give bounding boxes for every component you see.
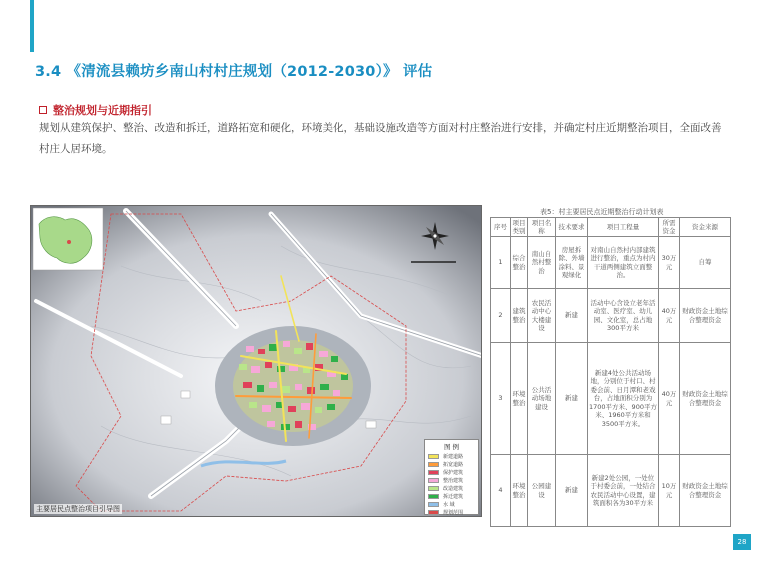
- legend-item: [428, 476, 475, 484]
- legend-swatch: [428, 478, 439, 483]
- table-cell: 2: [491, 289, 511, 343]
- table-row: [491, 343, 731, 455]
- legend-swatch: [428, 454, 439, 459]
- table-cell: 建筑整治: [511, 289, 528, 343]
- table-cell: 1: [491, 237, 511, 289]
- table-cell: 40万元: [659, 343, 680, 455]
- column-header: 序号: [491, 218, 511, 237]
- legend-label: 水 域: [443, 501, 455, 508]
- legend-swatch: [428, 510, 439, 515]
- legend-label: 拓宽道路: [443, 461, 464, 468]
- table-cell: 综合整治: [511, 237, 528, 289]
- legend-title: 图 例: [443, 443, 460, 451]
- legend-swatch: [428, 486, 439, 491]
- table-cell: 南山自然村整治: [528, 237, 556, 289]
- column-header: 所需资金: [659, 218, 680, 237]
- table-row: [491, 289, 731, 343]
- legend-label: 整治建筑: [443, 477, 464, 484]
- legend-item: [428, 484, 475, 492]
- legend-label: 拆迁建筑: [443, 493, 464, 500]
- planning-map: [30, 205, 482, 517]
- table-cell: 环境整治: [511, 455, 528, 527]
- legend-swatch: [428, 502, 439, 507]
- legend-item: [428, 452, 475, 460]
- column-header: 项目名称: [528, 218, 556, 237]
- legend-label: 改造建筑: [443, 485, 464, 492]
- table-cell: 农民活动中心大楼建设: [528, 289, 556, 343]
- legend-swatch: [428, 494, 439, 499]
- table-row: [491, 455, 731, 527]
- legend-item: [428, 468, 475, 476]
- table-header-row: [491, 218, 731, 237]
- map-legend: [424, 439, 479, 515]
- table-cell: 4: [491, 455, 511, 527]
- table-cell: 公园建设: [528, 455, 556, 527]
- page-title: 3.4 《清流县赖坊乡南山村村庄规划（2012-2030）》 评估: [35, 64, 433, 80]
- table-cell: 新建: [556, 289, 588, 343]
- map-caption: 主要居民点整治项目引导图: [36, 505, 120, 513]
- column-header: 技术要求: [556, 218, 588, 237]
- table-cell: 30万元: [659, 237, 680, 289]
- table-cell: 活动中心含设立老年活动室、医疗室、幼儿园、文化室，总占地300平方米: [588, 289, 659, 343]
- table-cell: 3: [491, 343, 511, 455]
- action-plan-table: [490, 217, 731, 527]
- table-cell: 环境整治: [511, 343, 528, 455]
- column-header: 项目工程量: [588, 218, 659, 237]
- map-drawing: [31, 206, 482, 517]
- table-cell: 10万元: [659, 455, 680, 527]
- table-cell: 新建: [556, 455, 588, 527]
- table-cell: 新建2处公园，一处位于村委会前，一处结合农民活动中心设置，建筑面积各为30平方米: [588, 455, 659, 527]
- table-caption: 表5：村主要居民点近期整治行动计划表: [540, 208, 664, 216]
- table-cell: 自筹: [680, 237, 731, 289]
- legend-swatch: [428, 470, 439, 475]
- table-cell: 财政资金土地综合整理资金: [680, 455, 731, 527]
- table-cell: 房屋拆除、外墙涂料、景观绿化: [556, 237, 588, 289]
- table-cell: 新建: [556, 343, 588, 455]
- table-cell: 对南山自然村内部建筑进行整治，重点为村内干道两侧建筑立面整治。: [588, 237, 659, 289]
- village-core: [215, 326, 371, 446]
- table-cell: 新建4处公共活动场地，分别位于村口、村委会前、日月潭和老戏台，占地面积分别为1700平方米、900平方米、1960平方米和3500平方米。: [588, 343, 659, 455]
- table-cell: 财政资金土地综合整理资金: [680, 289, 731, 343]
- legend-label: 新建道路: [443, 453, 464, 460]
- column-header: 项目类别: [512, 218, 526, 235]
- legend-item: [428, 500, 475, 508]
- section-heading: [39, 102, 152, 118]
- legend-label: 规划范围: [443, 509, 464, 516]
- accent-bar: [30, 0, 34, 52]
- legend-swatch: [428, 462, 439, 467]
- table-row: [491, 237, 731, 289]
- table-cell: 40万元: [659, 289, 680, 343]
- table-cell: 公共活动场地建设: [528, 343, 556, 455]
- page-number: 28: [733, 534, 751, 550]
- column-header: 资金来源: [680, 218, 731, 237]
- table-cell: 财政资金土地综合整理资金: [680, 343, 731, 455]
- square-bullet-icon: [39, 106, 47, 114]
- legend-label: 保护建筑: [443, 469, 464, 476]
- section-body: 规划从建筑保护、整治、改造和拆迁，道路拓宽和硬化，环境美化，基础设施改造等方面对村庄整治进行安排，并确定村庄近期整治项目，全面改善村庄人居环境。: [39, 122, 722, 155]
- legend-item: [428, 492, 475, 500]
- legend-item: [428, 508, 475, 516]
- legend-item: [428, 460, 475, 468]
- section-heading-text: 整治规划与近期指引: [53, 104, 152, 117]
- inset-map-marker: [67, 240, 71, 244]
